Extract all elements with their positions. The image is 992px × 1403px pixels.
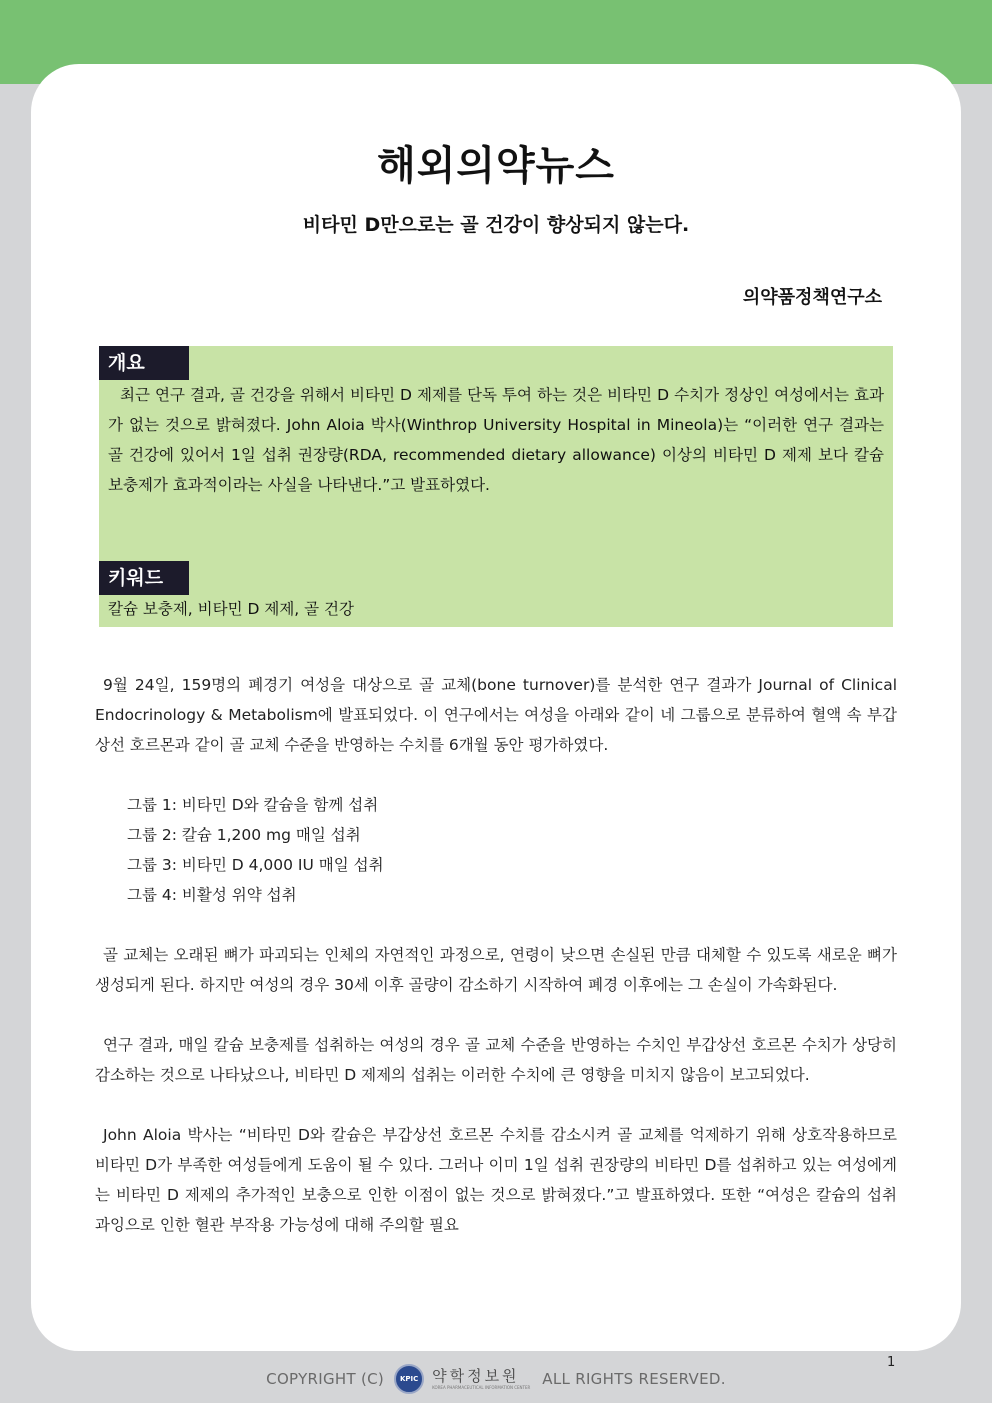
group-item-1: 그룹 1: 비타민 D와 칼슘을 함께 섭취 (127, 796, 379, 814)
keyword-text: 칼슘 보충제, 비타민 D 제제, 골 건강 (108, 600, 355, 618)
footer (0, 1360, 992, 1398)
group-item-3: 그룹 3: 비타민 D 4,000 IU 매일 섭취 (127, 856, 384, 874)
copyright-right: ALL RIGHTS RESERVED. (542, 1370, 726, 1388)
organization-name: 의약품정책연구소 (742, 287, 882, 308)
body-paragraph-1: 9월 24일, 159명의 폐경기 여성을 대상으로 골 교체(bone turnover)를 분석한 연구 결과가 Journal of Clinical Endocrinology & Metabolism에 발표되었다. 이 연구에서는 여성을 아래와 같이 네 그룹으로 분류하여 혈액 속 부갑상선 호르몬과 같이 골 교체 수준을 반영하는 수치를 6개월 동안 평가하였다. (95, 676, 897, 754)
logo-text (432, 1366, 531, 1390)
body-paragraph-3: 연구 결과, 매일 칼슘 보충제를 섭취하는 여성의 경우 골 교체 수준을 반영하는 수치인 부갑상선 호르몬 수치가 상당히 감소하는 것으로 나타났으나, 비타민 D 제제의 섭취는 이러한 수치에 큰 영향을 미치지 않음이 보고되었다. (95, 1036, 897, 1084)
article-subtitle: 비타민 D만으로는 골 건강이 향상되지 않는다. (302, 214, 690, 236)
kpic-logo-badge: KPIC (399, 1375, 419, 1383)
overview-text: 최근 연구 결과, 골 건강을 위해서 비타민 D 제제를 단독 투여 하는 것은 비타민 D 수치가 정상인 여성에서는 효과가 없는 것으로 밝혀졌다. John Aloia 박사(Winthrop University Hospital in Mineola)는 “이러한 연구 결과는 골 건강에 있어서 1일 섭취 권장량(RDA, recommended dietary allowance) 이상의 비타민 D 제제 보다 칼슘 보충제가 효과적이라는 사실을 나타낸다.”고 발표하였다. (108, 386, 884, 494)
page-title: 해외의약뉴스 (377, 143, 615, 189)
body-paragraph-4: John Aloia 박사는 “비타민 D와 칼슘은 부갑상선 호르몬 수치를 감소시켜 골 교체를 억제하기 위해 상호작용하므로 비타민 D가 부족한 여성들에게 도움이 될 수 있다. 그러나 이미 1일 섭취 권장량의 비타민 D를 섭취하고 있는 여성에게는 비타민 D 제제의 추가적인 보충으로 인한 이점이 없는 것으로 밝혀졌다.”고 발표하였다. 또한 “여성은 칼슘의 섭취 과잉으로 인한 혈관 부작용 가능성에 대해 주의할 필요 (95, 1126, 897, 1234)
group-list (95, 790, 897, 910)
summary-box (99, 346, 893, 627)
keyword-label: 키워드 (99, 561, 189, 595)
article-body (95, 670, 897, 1270)
body-paragraph-2: 골 교체는 오래된 뼈가 파괴되는 인체의 자연적인 과정으로, 연령이 낮으면 손실된 만큼 대체할 수 있도록 새로운 뼈가 생성되게 된다. 하지만 여성의 경우 30세 이후 골량이 감소하기 시작하여 폐경 이후에는 그 손실이 가속화된다. (95, 946, 897, 994)
kpic-logo-icon (394, 1364, 424, 1394)
logo-english: KOREA PHARMACEUTICAL INFORMATION CENTER (432, 1384, 531, 1390)
logo-korean: 약학정보원 (432, 1366, 520, 1385)
overview-label: 개요 (99, 346, 189, 380)
copyright-left: COPYRIGHT (C) (266, 1370, 385, 1388)
page-number: 1 (887, 1355, 896, 1370)
group-item-4: 그룹 4: 비활성 위약 섭취 (127, 886, 297, 904)
group-item-2: 그룹 2: 칼슘 1,200 mg 매일 섭취 (127, 826, 361, 844)
